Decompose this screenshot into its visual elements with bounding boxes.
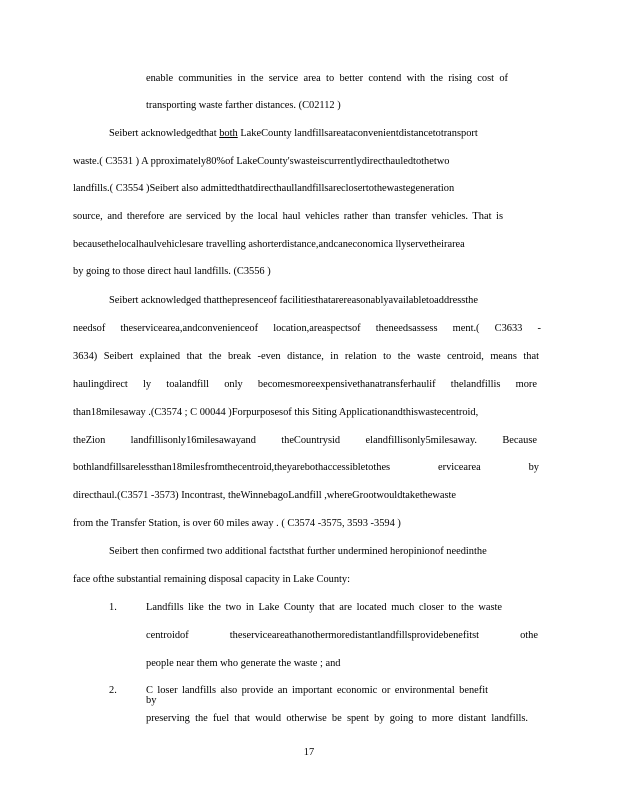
list-number: 1. xyxy=(109,602,117,613)
body-text-line: from the Transfer Station, is over 60 miles away . ( C3574 -3575, 3593 -3594 ) xyxy=(73,518,401,529)
body-text-line: landfills.( C3554 )Seibert also admittedthatdirecthaullandfillsareclosertothewastegeneration xyxy=(73,183,455,194)
body-text-line: Seibert then confirmed two additional factsthat further undermined heropinionof needinthe xyxy=(109,546,487,557)
body-text-line: source, and therefore are serviced by the local haul vehicles rather than transfer vehicles. That is xyxy=(73,211,503,222)
body-text-line: needsof theservicearea,andconvenienceof location,areaspectsof theneedsassess ment.( C3633 - xyxy=(73,323,541,334)
page-number: 17 xyxy=(303,747,315,758)
body-text-line: haulingdirect ly toalandfill only becomesmoreexpensivethanatransferhaulif thelandfillis more xyxy=(73,379,537,390)
text-run: LakeCounty landfillsareataconvenientdistancetotransport xyxy=(237,128,478,139)
body-text-line: theZion landfillisonly16milesawayand theCountrysid elandfillisonly5milesaway. Because xyxy=(73,435,537,446)
list-item-text: people near them who generate the waste ; and xyxy=(146,658,341,669)
body-text-line xyxy=(109,129,478,139)
body-text-line: enable communities in the service area to better contend with the rising cost of xyxy=(146,73,508,84)
body-text-line: 3634) Seibert explained that the break -even distance, in relation to the waste centroid, means that xyxy=(73,351,539,362)
body-text-line: face ofthe substantial remaining disposal capacity in Lake County: xyxy=(73,574,351,585)
list-item-text: preserving the fuel that would otherwise be spent by going to more distant landfills. xyxy=(146,713,528,724)
list-item-text: Landfills like the two in Lake County that are located much closer to the waste xyxy=(146,602,502,613)
body-text-line: than18milesaway .(C3574 ; C 00044 )Forpurposesof this Siting Applicationandthiswastecentroid, xyxy=(73,407,479,418)
body-text-line: transporting waste farther distances. (C02112 ) xyxy=(146,100,341,111)
list-item-text: C loser landfills also provide an important economic or environmental benefit by xyxy=(146,685,488,707)
underlined-text: both xyxy=(219,128,238,139)
body-text-line: directhaul.(C3571 -3573) Incontrast, theWinnebagoLandfill ,whereGrootwouldtakethewaste xyxy=(73,490,457,501)
body-text-line: waste.( C3531 ) A pproximately80%of LakeCounty'swasteiscurrentlydirecthauledtothetwo xyxy=(73,156,450,167)
text-run: Seibert acknowledgedthat xyxy=(109,128,217,139)
list-item-text: centroidof theserviceareathanothermoredistantlandfillsprovidebenefitst othe xyxy=(146,630,538,641)
body-text-line: becausethelocalhaulvehiclesare travelling ashorterdistance,andcaneconomica llyservetheirarea xyxy=(73,239,465,250)
body-text-line: bothlandfillsarelessthan18milesfromthecentroid,theyarebothaccessibletothes ervicearea by xyxy=(73,462,539,473)
body-text-line: Seibert acknowledged thatthepresenceof facilitiesthatarereasonablyavailabletoaddressthe xyxy=(109,295,478,306)
list-number: 2. xyxy=(109,685,117,696)
body-text-line: by going to those direct haul landfills. (C3556 ) xyxy=(73,266,271,277)
